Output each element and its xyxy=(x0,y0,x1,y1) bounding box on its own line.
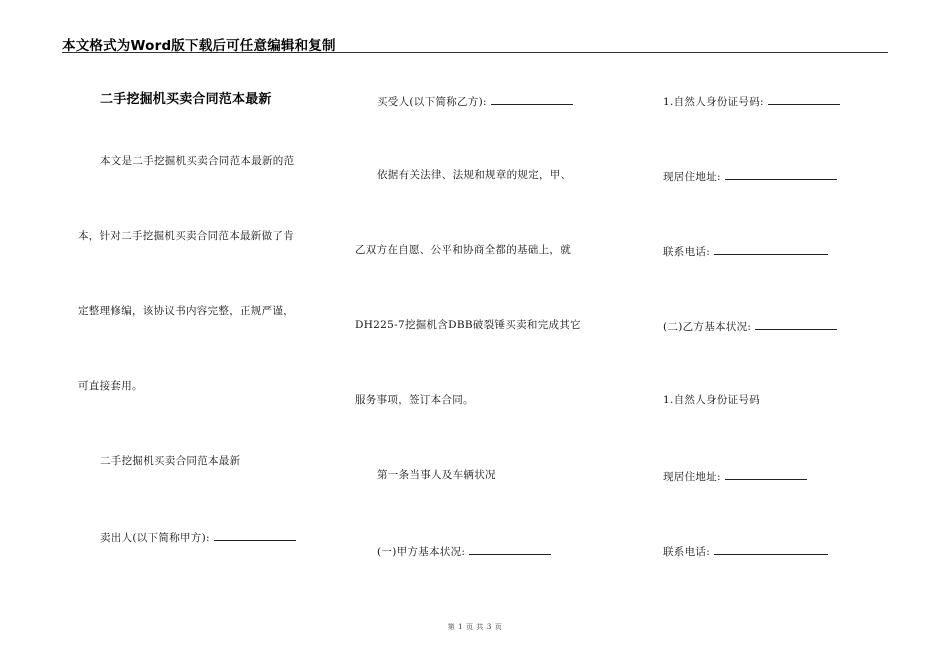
phone-b-label: 联系电话: xyxy=(663,546,711,558)
party-a-blank-field xyxy=(469,543,551,555)
paragraph-line-1: 依据有关法律、法规和规章的规定，甲、 xyxy=(377,169,572,181)
seller-blank-field xyxy=(214,529,296,541)
phone-b-blank-field xyxy=(714,543,828,555)
address-a-line xyxy=(663,168,837,184)
phone-a-line xyxy=(663,243,828,259)
intro-line-2: 本，针对二手挖掘机买卖合同范本最新做了肯 xyxy=(78,230,294,242)
column-3 xyxy=(663,0,893,672)
party-b-label: (二)乙方基本状况: xyxy=(663,321,752,333)
address-a-blank-field xyxy=(725,168,837,180)
buyer-blank-field xyxy=(491,93,573,105)
id-a-label: 1.自然人身份证号码: xyxy=(663,96,764,108)
intro-line-3: 定整理修编，该协议书内容完整，正规严谨， xyxy=(78,305,294,317)
address-b-blank-field xyxy=(725,468,807,480)
party-b-line xyxy=(663,318,837,334)
intro-line-4: 可直接套用。 xyxy=(78,380,143,392)
column-2 xyxy=(355,0,610,672)
document-title: 二手挖掘机买卖合同范本最新 xyxy=(100,92,272,107)
party-b-blank-field xyxy=(755,318,837,330)
seller-label: 卖出人(以下简称甲方): xyxy=(100,532,210,544)
paragraph-line-4: 服务事项，签订本合同。 xyxy=(355,394,474,406)
address-b-label: 现居住地址: xyxy=(663,471,721,483)
intro-line-1: 本文是二手挖掘机买卖合同范本最新的范 xyxy=(100,155,295,167)
buyer-label: 买受人(以下简称乙方): xyxy=(377,96,487,108)
id-a-line xyxy=(663,93,840,109)
phone-a-blank-field xyxy=(714,243,828,255)
phone-b-line xyxy=(663,543,828,559)
party-a-label: (一)甲方基本状况: xyxy=(377,546,466,558)
seller-line xyxy=(100,529,296,545)
article-1-heading: 第一条当事人及车辆状况 xyxy=(377,469,496,481)
id-a-blank-field xyxy=(768,93,840,105)
paragraph-line-3: DH225-7挖掘机含DBB破裂锤买卖和完成其它 xyxy=(355,319,581,331)
id-b-line: 1.自然人身份证号码 xyxy=(663,394,761,406)
page-footer: 第 1 页 共 3 页 xyxy=(447,623,503,631)
document-header: 本文格式为Word版下载后可任意编辑和复制 xyxy=(62,38,336,54)
phone-a-label: 联系电话: xyxy=(663,246,711,258)
paragraph-line-2: 乙双方在自愿、公平和协商全都的基础上，就 xyxy=(355,244,571,256)
address-a-label: 现居住地址: xyxy=(663,171,721,183)
address-b-line xyxy=(663,468,807,484)
column-1 xyxy=(78,0,328,672)
contract-subtitle: 二手挖掘机买卖合同范本最新 xyxy=(100,455,241,467)
party-a-line xyxy=(377,543,551,559)
buyer-line xyxy=(377,93,573,109)
